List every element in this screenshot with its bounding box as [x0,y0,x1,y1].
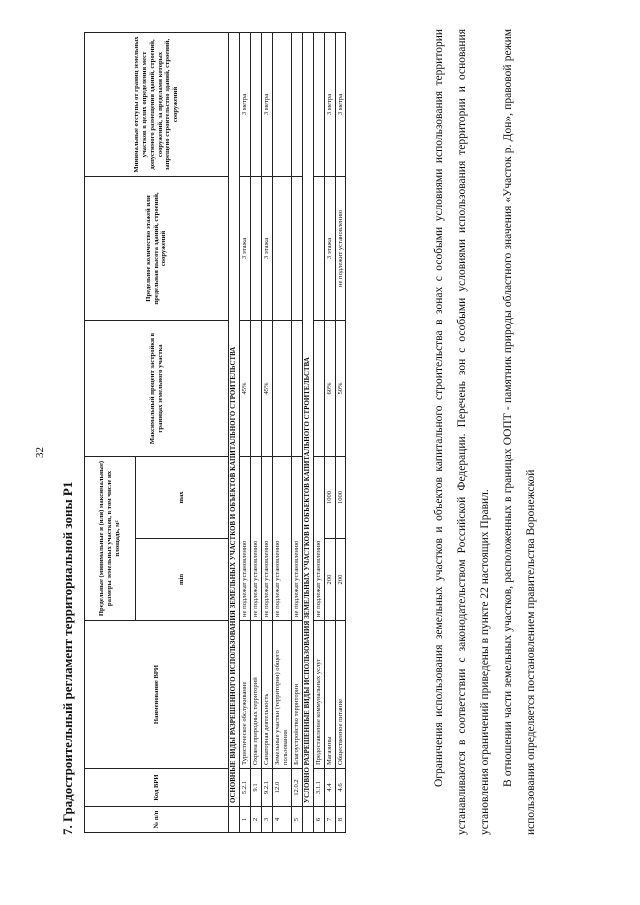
cell-floors: не подлежит установлению [335,177,346,321]
cell-name: Санаторная деятельность [261,621,272,769]
cell-name: Общественное питание [335,621,346,769]
section-title: 7. Градостроительный регламент территориальной зоны Р1 [60,481,75,835]
cell-percent: 50% [335,321,346,457]
cell-num: 8 [335,807,346,833]
header-percent: Максимальный процент застройки в границах земельного участка [85,321,229,457]
cell-max: 1000 [324,457,335,539]
cell-size: не подлежат установлению [272,457,291,621]
cell-min: 200 [335,539,346,621]
cell-code: 12.0 [272,769,291,807]
cell-percent [313,321,324,457]
cell-size: не подлежат установлению [251,457,262,621]
cell-floors [313,177,324,321]
cell-size: не подлежат установлению [291,457,302,621]
table-row [335,33,346,833]
cell-name: Охрана природных территорий [251,621,262,769]
table-row [272,33,291,833]
cell-setback: 3 метра [324,33,335,177]
table-row [261,33,272,833]
cell-percent: 45% [240,321,251,457]
cell-setback [251,33,262,177]
cell-percent [291,321,302,457]
body-text [428,29,543,835]
section-label-main: ОСНОВНЫЕ ВИДЫ РАЗРЕШЕННОГО ИСПОЛЬЗОВАНИЯ ЗЕМЕЛЬНЫХ УЧАСТКОВ И ОБЪЕКТОВ КАПИТАЛЬНОГО СТРОИТЕЛЬСТВА [229,33,240,807]
cell-setback: 3 метра [240,33,251,177]
table-row [291,33,302,833]
cell-percent: 60% [324,321,335,457]
cell-size: не подлежат установлению [240,457,251,621]
cell-max: 1000 [335,457,346,539]
cell-num: 1 [240,807,251,833]
cell-floors [251,177,262,321]
header-min: min [136,539,229,621]
cell-size: не подлежат установлению [261,457,272,621]
cell-num: 6 [313,807,324,833]
paragraph-restrictions: Ограничения использования земельных участков и объектов капитального строительства в зонах с особыми условиями использования территории устанавливаются в соответствии с законодательством Российской Федерации. Перечень зон с особыми условиями использования территории и основания установления ограничений приведены в пункте 22 настоящих Правил. [433,29,491,835]
table-row [324,33,335,833]
header-max: max [136,457,229,539]
section-row-conditional [302,33,313,833]
cell-name: Предоставление коммунальных услуг [313,621,324,769]
cell-floors: 3 этажа [240,177,251,321]
header-name: Наименование ВРИ [85,621,229,769]
cell-min: 200 [324,539,335,621]
cell-code: 9.2.1 [261,769,272,807]
cell-num: 7 [324,807,335,833]
cell-name: Магазины [324,621,335,769]
cell-setback [291,33,302,177]
table-body [229,33,346,833]
cell-code: 3.1.1 [313,769,324,807]
table-row [240,33,251,833]
header-setback: Минимальные отступы от границ земельных участков в целях определения мест допустимого размещения зданий, строений, сооружений, за пределами которых запрещено строительство зданий, строений, сооружений [85,33,229,177]
header-num: № п/п [85,807,229,833]
header-floors: Предельное количество этажей или предельная высота зданий, строений, сооружений [85,177,229,321]
cell-code: 4.6 [335,769,346,807]
section-row-spacer [302,807,313,833]
cell-floors [291,177,302,321]
regulation-table [84,32,346,833]
cell-floors: 3 этажа [261,177,272,321]
cell-percent [251,321,262,457]
section-row-main [229,33,240,833]
section-label-conditional: УСЛОВНО РАЗРЕШЕННЫЕ ВИДЫ ИСПОЛЬЗОВАНИЯ ЗЕМЕЛЬНЫХ УЧАСТКОВ И ОБЪЕКТОВ КАПИТАЛЬНОГО СТРОИТЕЛЬСТВА [302,33,313,807]
table-row [251,33,262,833]
cell-setback: 3 метра [261,33,272,177]
header-code: Код ВРИ [85,769,229,807]
cell-code: 5.2.1 [240,769,251,807]
cell-setback: 3 метра [335,33,346,177]
cell-code: 4.4 [324,769,335,807]
table-row [313,33,324,833]
cell-name: Земельные участки (территории) общего пользования [272,621,291,769]
cell-num: 5 [291,807,302,833]
section-row-spacer [229,807,240,833]
table-header [85,33,229,833]
cell-code: 9.1 [251,769,262,807]
cell-name: Благоустройство территории [291,621,302,769]
cell-num: 3 [261,807,272,833]
cell-num: 2 [251,807,262,833]
cell-name: Туристическое обслуживание [240,621,251,769]
cell-setback [313,33,324,177]
cell-floors [272,177,291,321]
page-number: 32 [34,447,46,458]
cell-floors: 3 этажа [324,177,335,321]
cell-percent: 45% [261,321,272,457]
cell-percent [272,321,291,457]
cell-size: не подлежат установлению [313,457,324,621]
regulation-table-wrapper [84,33,346,833]
header-size-group: Предельные (минимальные и (или) максимальные) размеры земельных участков, в том числе их площадь, м² [85,457,136,621]
cell-setback [272,33,291,177]
cell-num: 4 [272,807,291,833]
paragraph-oopt: В отношении части земельных участков, расположенных в границах ООПТ - памятник природы областного значения «Участок р. Дон», правовой режим использования определяется постановлением правительства Воронежской [502,29,537,835]
cell-code: 12.0.2 [291,769,302,807]
